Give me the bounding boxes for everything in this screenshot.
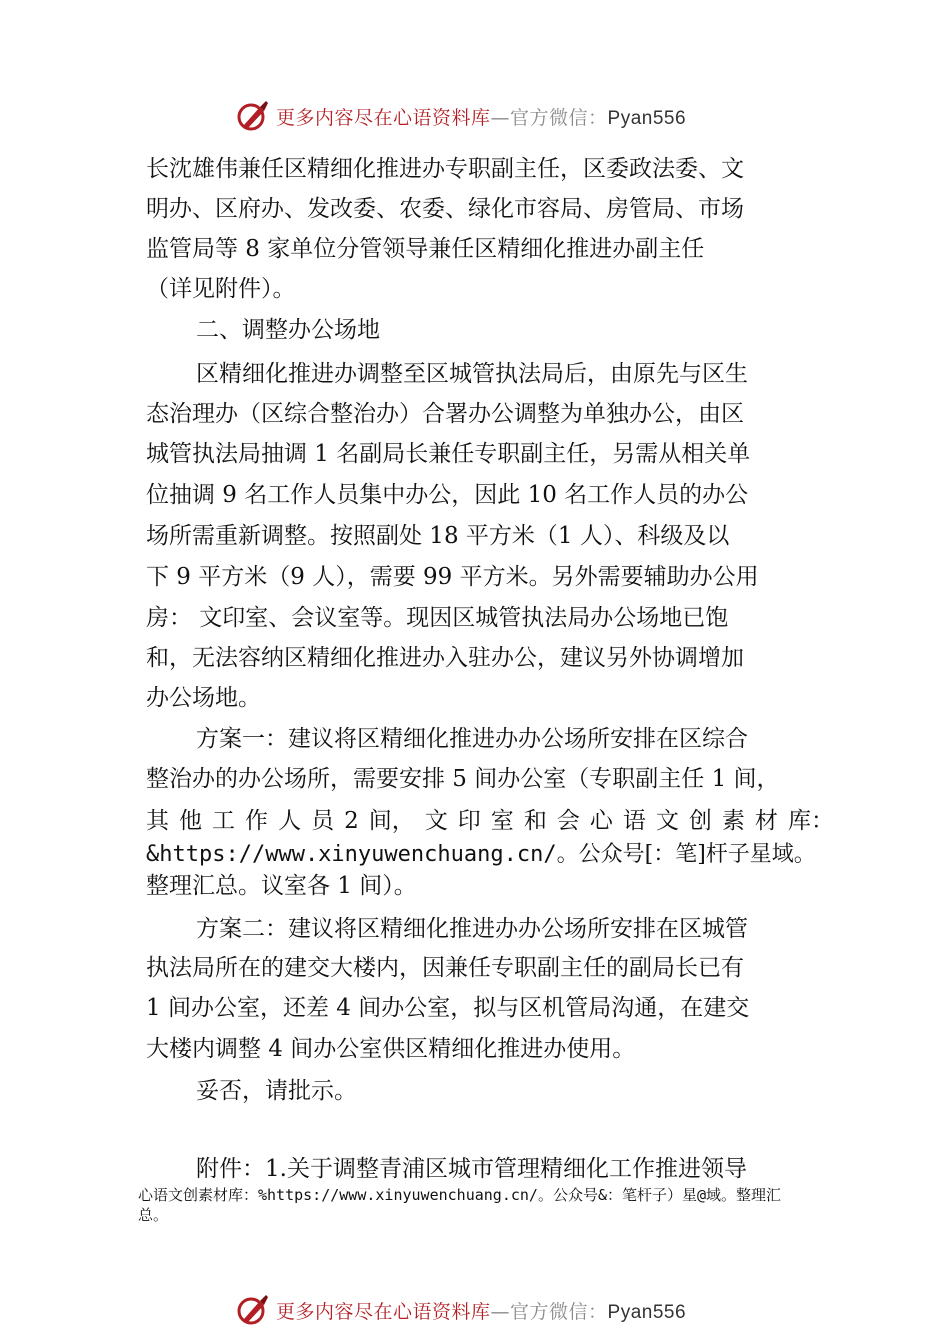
- body-line: 大楼内调整 4 间办公室供区精细化推进办使用。: [146, 1036, 636, 1062]
- spread-char: 2: [344, 808, 359, 834]
- spread-line: [146, 806, 834, 836]
- spread-char: 材: [754, 808, 778, 834]
- header-banner: [0, 96, 950, 136]
- header-banner-text: 更多内容尽在心语资料库—官方微信：Pyan556: [276, 106, 687, 129]
- footer-banner: [0, 1290, 950, 1330]
- body-line: 区精细化推进办调整至区城管执法局后，由原先与区生: [196, 361, 748, 387]
- spread-char: 员: [311, 808, 335, 834]
- spread-char: 心: [589, 808, 613, 834]
- watermark-line: 总。: [138, 1206, 169, 1224]
- body-line: 1 间办公室，还差 4 间办公室，拟与区机管局沟通，在建交: [146, 995, 750, 1021]
- body-line: 城管执法局抽调 1 名副局长兼任专职副主任，另需从相关单: [146, 441, 751, 467]
- footer-banner-text: 更多内容尽在心语资料库—官方微信：Pyan556: [276, 1300, 687, 1323]
- body-line: 和，无法容纳区精细化推进办入驻办公，建议另外协调增加: [146, 645, 744, 671]
- spread-char: 印: [457, 808, 481, 834]
- spread-char: 他: [179, 808, 203, 834]
- body-line: 办公场地。: [146, 685, 261, 711]
- body-line: 场所需重新调整。按照副处 18 平方米（1 人）、科级及以: [146, 523, 730, 549]
- body-line: 长沈雄伟兼任区精细化推进办专职副主任，区委政法委、文: [146, 156, 744, 182]
- body-line: （详见附件）。: [146, 276, 296, 302]
- spread-char: 创: [688, 808, 712, 834]
- spread-char: 人: [278, 808, 302, 834]
- body-line: 态治理办（区综合整治办）合署办公调整为单独办公，由区: [146, 401, 744, 427]
- body-line: 明办、区府办、发改委、农委、绿化市容局、房管局、市场: [146, 196, 744, 222]
- body-line: 方案二：建议将区精细化推进办办公场所安排在区城管: [196, 916, 748, 942]
- section-heading: 二、调整办公场地: [196, 317, 380, 343]
- body-line: 监管局等 8 家单位分管领导兼任区精细化推进办副主任: [146, 236, 705, 262]
- spread-char: 文: [655, 808, 679, 834]
- body-line: 整理汇总。议室各 1 间）。: [146, 873, 417, 899]
- spread-char: 其: [146, 808, 169, 834]
- spread-char: 室: [490, 808, 514, 834]
- url-line: [146, 841, 816, 869]
- embedded-url: &https://www.xinyuwenchuang.cn/: [146, 842, 557, 867]
- spread-char: 素: [721, 808, 745, 834]
- spread-char: 工: [212, 808, 236, 834]
- pen-logo-icon: [236, 99, 270, 133]
- closing-line: 妥否，请批示。: [196, 1078, 357, 1104]
- body-line: 执法局所在的建交大楼内，因兼任专职副主任的副局长已有: [146, 955, 744, 981]
- spread-char: 语: [622, 808, 646, 834]
- body-line: 方案一：建议将区精细化推进办办公场所安排在区综合: [196, 726, 748, 752]
- body-line: 整治办的办公场所，需要安排 5 间办公室（专职副主任 1 间，: [146, 766, 780, 792]
- spread-char: 会: [556, 808, 580, 834]
- body-line: 位抽调 9 名工作人员集中办公，因此 10 名工作人员的办公: [146, 482, 749, 508]
- body-line: 下 9 平方米（9 人），需要 99 平方米。另外需要辅助办公用: [146, 564, 759, 590]
- spread-char: 文: [424, 808, 448, 834]
- url-tail: 。公众号[：笔]杆子星域。: [556, 842, 816, 867]
- spread-char: 间，: [368, 808, 415, 834]
- attachment-line: 附件：1.关于调整青浦区城市管理精细化工作推进领导: [196, 1156, 747, 1182]
- spread-char: 作: [245, 808, 269, 834]
- body-line: 房： 文印室、会议室等。现因区城管执法局办公场地已饱: [146, 605, 729, 631]
- watermark-line: 心语文创素材库：%https://www.xinyuwenchuang.cn/。公众号&：笔杆子）星@域。整理汇: [138, 1186, 782, 1204]
- spread-char: 和: [523, 808, 547, 834]
- pen-logo-icon: [236, 1293, 270, 1327]
- spread-char: 库：: [787, 808, 834, 834]
